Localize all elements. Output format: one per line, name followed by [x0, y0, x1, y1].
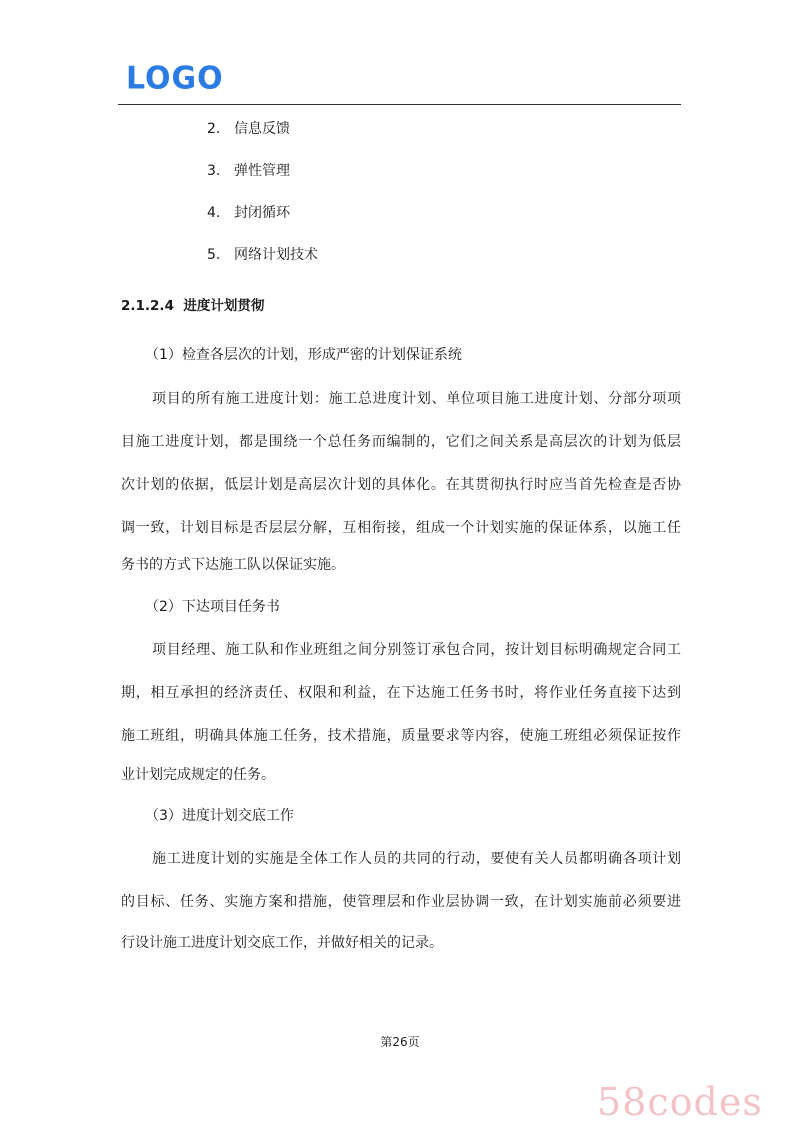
list-item [207, 119, 290, 139]
list-label: 信息反馈 [234, 121, 290, 137]
subheading: （2）下达项目任务书 [145, 599, 280, 615]
paragraph-line: 务书的方式下达施工队以保证实施。 [121, 557, 345, 573]
paragraph-line: 施工进度计划的实施是全体工作人员的共同的行动，要使有关人员都明确各项计划 [152, 851, 681, 867]
paragraph-line: 次计划的依据，低层计划是高层次计划的具体化。在其贯彻执行时应当首先检查是否协 [121, 477, 681, 493]
list-item [207, 203, 290, 223]
list-number: 3. [207, 163, 221, 179]
paragraph-line: 期，相互承担的经济责任、权限和利益，在下达施工任务书时，将作业任务直接下达到 [121, 685, 681, 701]
list-label: 弹性管理 [234, 163, 290, 179]
list-item [207, 161, 290, 181]
list-item [207, 245, 318, 265]
subheading: （1）检查各层次的计划，形成严密的计划保证系统 [145, 347, 462, 363]
watermark: 58codes [597, 1080, 763, 1124]
paragraph-line: 施工班组，明确具体施工任务，技术措施，质量要求等内容，使施工班组必须保证按作 [121, 728, 681, 744]
page-number: 第26页 [380, 1035, 420, 1049]
section-heading: 2.1.2.4 进度计划贯彻 [121, 298, 265, 314]
logo: LOGO [126, 60, 224, 97]
list-number: 2. [207, 121, 221, 137]
list-label: 网络计划技术 [234, 247, 318, 263]
list-label: 封闭循环 [234, 205, 290, 221]
list-number: 5. [207, 247, 221, 263]
paragraph-line: 的目标、任务、实施方案和措施，使管理层和作业层协调一致，在计划实施前必须要进 [121, 894, 681, 910]
paragraph-line: 行设计施工进度计划交底工作，并做好相关的记录。 [121, 935, 443, 951]
header-divider [118, 104, 681, 105]
paragraph-line: 调一致，计划目标是否层层分解，互相衔接，组成一个计划实施的保证体系，以施工任 [121, 520, 681, 536]
paragraph-line: 项目的所有施工进度计划：施工总进度计划、单位项目施工进度计划、分部分项项 [152, 391, 681, 407]
list-number: 4. [207, 205, 221, 221]
subheading: （3）进度计划交底工作 [145, 808, 294, 824]
paragraph-line: 业计划完成规定的任务。 [121, 767, 275, 783]
paragraph-line: 目施工进度计划，都是围绕一个总任务而编制的，它们之间关系是高层次的计划为低层 [121, 434, 681, 450]
paragraph-line: 项目经理、施工队和作业班组之间分别签订承包合同，按计划目标明确规定合同工 [152, 642, 681, 658]
